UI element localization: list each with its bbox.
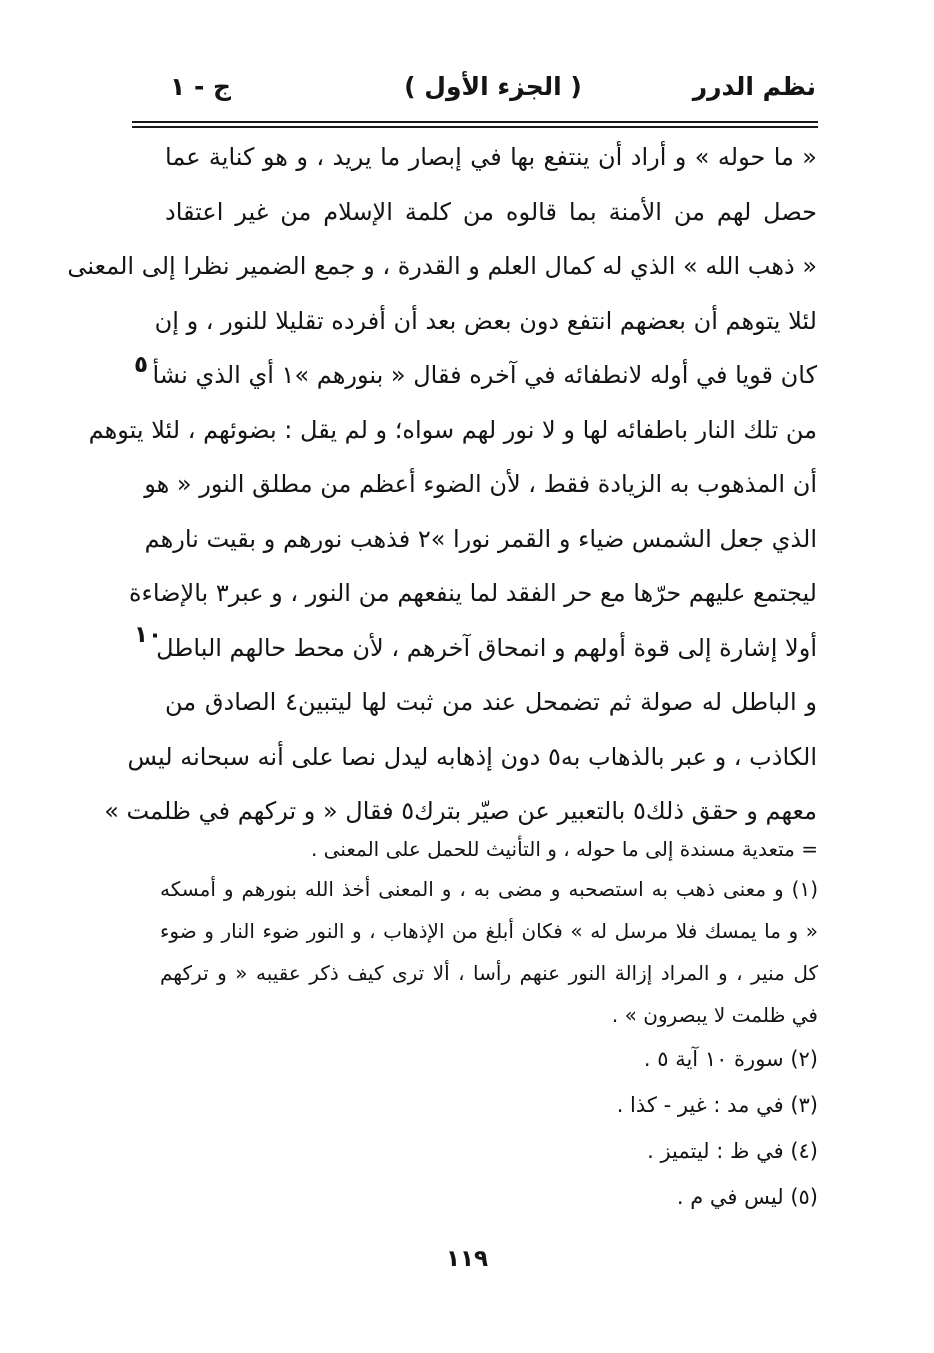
text-line: كان قويا في أوله لانطفائه في آخره فقال « بنورهم »١ أي الذي نشأ <box>152 361 817 389</box>
footnotes-section <box>160 830 818 1220</box>
volume-label: ج - ١ <box>170 72 232 101</box>
text-line: معهم و حقق ذلك٥ بالتعبير عن صيّر بترك٥ فقال « و تركهم في ظلمت » <box>104 797 817 825</box>
header-rule-top <box>132 121 818 123</box>
text-line: الذي جعل الشمس ضياء و القمر نورا »٢ فذهب نورهم و بقيت نارهم <box>144 524 817 553</box>
text-line: من تلك النار باطفائه لها و لا نور لهم سواه؛ و لم يقل : بضوئهم ، لئلا يتوهم <box>88 415 817 444</box>
text-line: الكاذب ، و عبر بالذهاب به٥ دون إذهابه ليدل نصا على أنه سبحانه ليس <box>127 742 817 771</box>
footnote-line: (١) و معنى ذهب به استصحبه و مضى به ، و المعنى أخذ الله بنورهم و أمسكه <box>160 877 818 901</box>
book-title: نظم الدرر <box>692 72 816 101</box>
text-line: لئلا يتوهم أن بعضهم انتفع دون بعض بعد أن أفرده تقليلا للنور ، و إن <box>154 306 817 335</box>
footnote-line: كل منير ، و المراد إزالة النور عنهم رأسا ، ألا ترى كيف ذكر عقيبه « و تركهم <box>160 961 818 985</box>
text-line: حصل لهم من الأمنة بما قالوه من كلمة الإسلام من غير اعتقاد <box>165 197 817 226</box>
footnote-continuation: = متعدية مسندة إلى ما حوله ، و التأنيث للحمل على المعنى . <box>310 837 818 861</box>
text-line: ليجتمع عليهم حرّها مع حر الفقد لما ينفعهم من النور ، و عبر٣ بالإضاءة <box>128 579 817 607</box>
text-line: و الباطل له صولة ثم تضمحل عند من ثبت لها ليتبين٤ الصادق من <box>165 688 817 716</box>
footnote-line: « و ما يمسك فلا مرسل له » فكان أبلغ من الإذهاب ، و النور ضوء النار و ضوء <box>160 919 818 943</box>
footnote-note: (٣) في مد : غير - كذا . <box>616 1093 818 1117</box>
text-line: أولا إشارة إلى قوة أولهم و انمحاق آخرهم ، لأن محط حالهم الباطل <box>156 633 817 662</box>
text-line: « ذهب الله » الذي له كمال العلم و القدرة ، و جمع الضمير نظرا إلى المعنى <box>67 252 817 280</box>
running-header <box>170 72 816 116</box>
header-rule-bottom <box>132 126 818 128</box>
line-number-10: ١٠ <box>134 622 163 648</box>
part-title: ( الجزء الأول ) <box>404 72 582 101</box>
footnote-note: (٥) ليس في م . <box>676 1185 818 1209</box>
text-line: « ما حوله » و أراد أن ينتفع بها في إبصار ما يريد ، و هو كناية عما <box>165 143 817 171</box>
page-number: ١١٩ <box>445 1246 489 1272</box>
text-line: أن المذهوب به الزيادة فقط ، لأن الضوء أعظم من مطلق النور « هو <box>144 470 817 498</box>
footnote-note: (٢) سورة ١٠ آية ٥ . <box>643 1047 818 1071</box>
line-number-5: ٥ <box>134 352 149 378</box>
footnote-note: (٤) في ظ : ليتميز . <box>647 1139 818 1163</box>
footnote-line: في ظلمت لا يبصرون » . <box>611 1003 818 1027</box>
